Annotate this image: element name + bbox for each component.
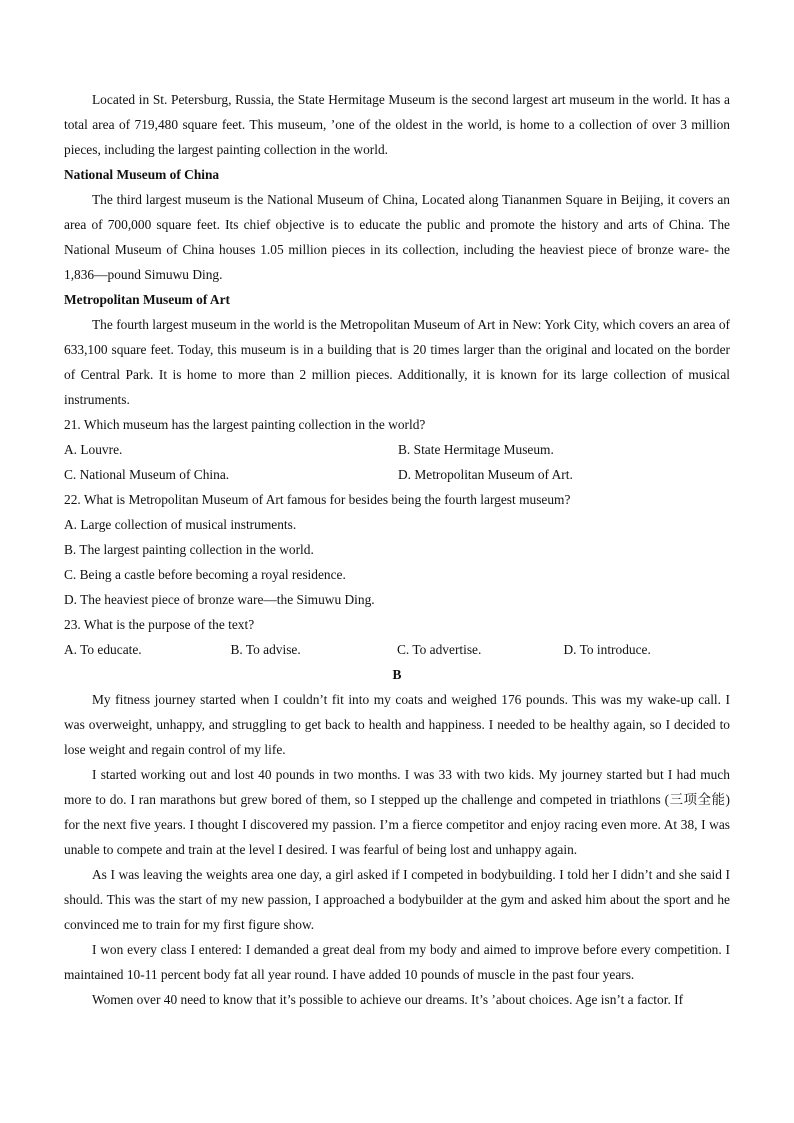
- question-22-option-a: A. Large collection of musical instruments.: [64, 517, 297, 532]
- question-21-option-d: D. Metropolitan Museum of Art.: [398, 467, 573, 482]
- passage-b-paragraph-1: My fitness journey started when I couldn’t fit into my coats and weighed 176 pounds. This was my wake-up call. I was overweight, unhappy, and struggling to get back to health and happiness. I needed to be healthy again, so I decided to lose weight and regain control of my life.: [64, 692, 730, 757]
- question-21-stem: 21. Which museum has the largest painting collection in the world?: [64, 417, 426, 432]
- question-23-options-row: [64, 637, 730, 662]
- question-21-option-b: B. State Hermitage Museum.: [398, 442, 554, 457]
- question-21-option-a: A. Louvre.: [64, 442, 123, 457]
- question-23-stem: 23. What is the purpose of the text?: [64, 617, 255, 632]
- passage-a-paragraph-1: Located in St. Petersburg, Russia, the State Hermitage Museum is the second largest art museum in the world. It has a total area of 719,480 square feet. This museum, ’one of the oldest in the world, is home to a collection of over 3 million pieces, including the largest painting collection in the world.: [64, 92, 730, 157]
- question-22-option-c: C. Being a castle before becoming a royal residence.: [64, 567, 346, 582]
- passage-b-paragraph-3: As I was leaving the weights area one day, a girl asked if I competed in bodybuilding. I told her I didn’t and she said I should. This was the start of my new passion, I approached a bodybuilder at the gym and asked him about the sport and he convinced me to train for my first figure show.: [64, 867, 730, 932]
- passage-a-paragraph-2: The third largest museum is the National Museum of China, Located along Tiananmen Square in Beijing, it covers an area of 700,000 square feet. Its chief objective is to educate the public and promote the history and arts of China. The National Museum of China houses 1.05 million pieces in its collection, including the heaviest piece of bronze ware- the 1,836—pound Simuwu Ding.: [64, 192, 730, 282]
- question-21-options-row-1: [64, 437, 730, 462]
- question-21-options-row-2: [64, 462, 730, 487]
- question-22-option-b: B. The largest painting collection in the world.: [64, 542, 314, 557]
- passage-b-paragraph-4: I won every class I entered: I demanded a great deal from my body and aimed to improve before every competition. I maintained 10-11 percent body fat all year round. I have added 10 pounds of muscle in the past four years.: [64, 942, 730, 982]
- heading-national-museum-of-china: National Museum of China: [64, 167, 220, 182]
- document-page: [64, 87, 730, 1012]
- section-b-label: B: [392, 667, 402, 682]
- question-22-option-d: D. The heaviest piece of bronze ware—the Simuwu Ding.: [64, 592, 375, 607]
- question-23-option-d: D. To introduce.: [563, 642, 651, 657]
- question-23-option-c: C. To advertise.: [397, 642, 482, 657]
- question-23-option-a: A. To educate.: [64, 642, 142, 657]
- passage-b-paragraph-5: Women over 40 need to know that it’s possible to achieve our dreams. It’s ’about choices. Age isn’t a factor. If: [92, 992, 684, 1007]
- question-21-option-c: C. National Museum of China.: [64, 467, 230, 482]
- passage-a-paragraph-3: The fourth largest museum in the world is the Metropolitan Museum of Art in New: York City, which covers an area of 633,100 square feet. Today, this museum is in a building that is 20 times larger than the original and located on the border of Central Park. It is home to more than 2 million pieces. Additionally, it is known for its large collection of musical instruments.: [64, 317, 730, 407]
- question-22-stem: 22. What is Metropolitan Museum of Art famous for besides being the fourth largest museum?: [64, 492, 571, 507]
- question-23-option-b: B. To advise.: [230, 642, 301, 657]
- passage-b-paragraph-2: I started working out and lost 40 pounds in two months. I was 33 with two kids. My journey started but I had much more to do. I ran marathons but grew bored of them, so I stepped up the challenge and competed in triathlons (三项全能) for the next five years. I thought I discovered my passion. I’m a fierce competitor and enjoy racing even more. At 38, I was unable to compete and train at the level I desired. I was fearful of being lost and unhappy again.: [64, 767, 730, 857]
- heading-metropolitan-museum: Metropolitan Museum of Art: [64, 292, 230, 307]
